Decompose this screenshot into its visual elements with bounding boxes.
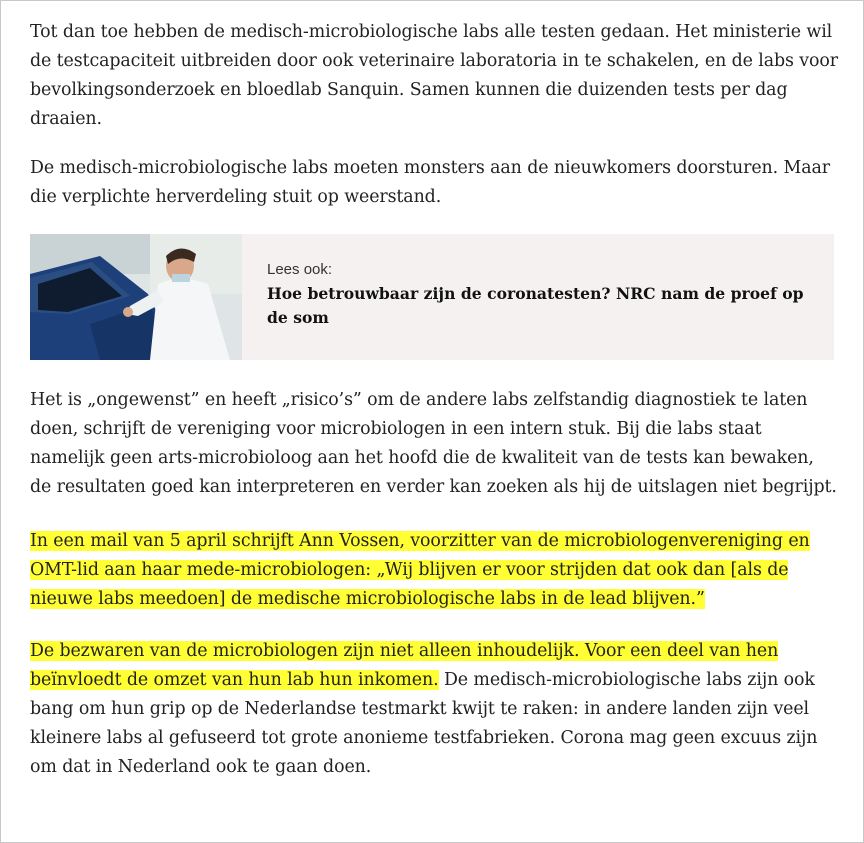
- read-more-card[interactable]: [30, 234, 834, 360]
- paragraph-5-rest: De medisch-microbiologische labs zijn ook bang om hun grip op de Nederlandse testmarkt kwijt te raken: in andere landen zijn veel kleinere labs al gefuseerd tot grote anonieme testfabrieken. Corona mag geen excuus zijn om dat in Nederland ook te gaan doen.: [30, 670, 818, 777]
- read-more-label: Lees ook:: [267, 261, 333, 278]
- highlighted-sentence: De bezwaren van de microbiologen zijn niet alleen inhoudelijk. Voor een deel van hen beïnvloedt de omzet van hun lab hun inkomen.: [30, 641, 779, 690]
- read-more-link[interactable]: Hoe betrouwbaar zijn de coronatesten? NRC nam de proef op de som: [267, 284, 804, 327]
- corona-test-photo-icon: [30, 234, 242, 360]
- read-more-thumbnail[interactable]: [30, 234, 242, 360]
- paragraph-5: [30, 637, 838, 782]
- paragraph-1: Tot dan toe hebben de medisch-microbiologische labs alle testen gedaan. Het ministerie wil de testcapaciteit uitbreiden door ook veterinaire laboratoria in te schakelen, en de labs voor bevolkingsonderzoek en bloedlab Sanquin. Samen kunnen die duizenden tests per dag draaien.: [30, 22, 838, 129]
- paragraph-3: Het is „ongewenst” en heeft „risico’s” om de andere labs zelfstandig diagnostiek te laten doen, schrijft de vereniging voor microbiologen in een intern stuk. Bij die labs staat namelijk geen arts-microbioloog aan het hoofd die de kwaliteit van de tests kan bewaken, de resultaten goed kan interpreteren en verder kan zoeken als hij de uitslagen niet begrijpt.: [30, 390, 837, 497]
- paragraph-4-highlighted: [30, 527, 838, 614]
- paragraph-2: De medisch-microbiologische labs moeten monsters aan de nieuwkomers doorsturen. Maar die verplichte herverdeling stuit op weerstand.: [30, 158, 830, 207]
- highlighted-quote: In een mail van 5 april schrijft Ann Vossen, voorzitter van de microbiologenvereniging en OMT-lid aan haar mede-microbiologen: „Wij blijven er voor strijden dat ook dan [als de nieuwe labs meedoen] de medische microbiologische labs in de lead blijven.”: [30, 531, 810, 609]
- article-body: [30, 18, 838, 782]
- read-more-text[interactable]: [242, 234, 817, 360]
